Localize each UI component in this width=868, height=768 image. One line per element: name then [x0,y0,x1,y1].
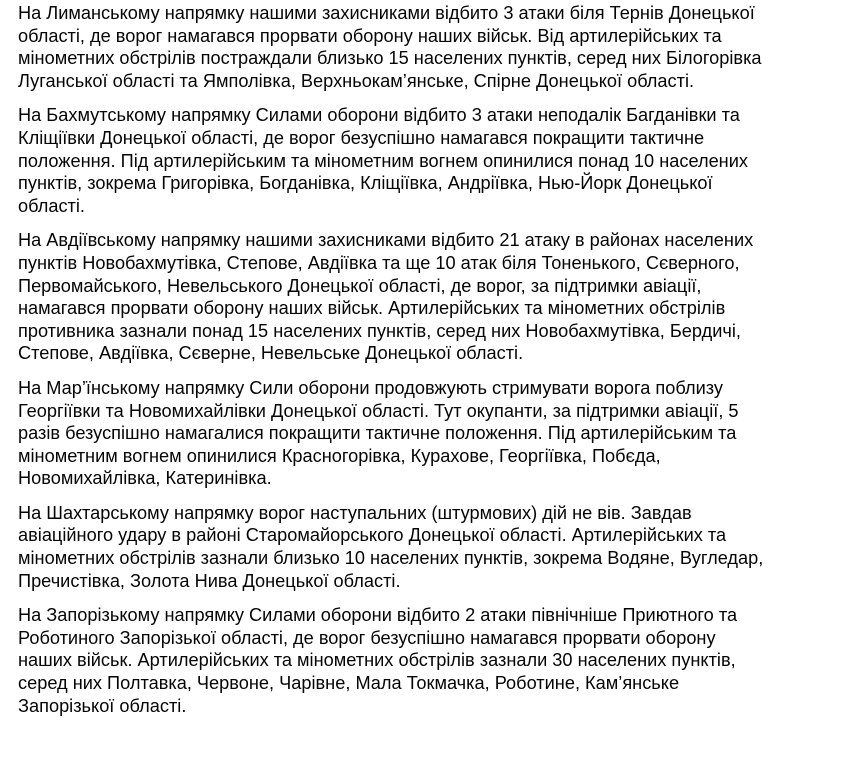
paragraph-avdiivka-direction: На Авдіївському напрямку нашими захисниками відбито 21 атаку в районах населених пунктів Новобахмутівка, Степове, Авдіївка та ще 10 атак біля Тоненького, Сєверного, Первомайського, Невельського Донецької області, де ворог, за підтримки авіації, намагався прорвати оборону наших військ. Артилерійських та мінометних обстрілів противника зазнали понад 15 населених пунктів, серед них Новобахмутівка, Бердичі, Степове, Авдіївка, Сєверне, Невельське Донецької області. [18,230,754,364]
paragraph-zaporizhzhia-direction: На Запорізькому напрямку Силами оборони відбито 2 атаки північніше Приютного та Роботиного Запорізької області, де ворог безуспішно намагався прорвати оборону наших військ. Артилерійських та мінометних обстрілів зазнали 30 населених пунктів, серед них Полтавка, Червоне, Чарівне, Мала Токмачка, Роботине, Кам’янське Запорізької області. [18,605,738,716]
paragraph-lyman-direction: На Лиманському напрямку нашими захисниками відбито 3 атаки біля Тернів Донецької області, де ворог намагався прорвати оборону наших військ. Від артилерійських та мінометних обстрілів постраждали близько 15 населених пунктів, серед них Білогорівка Луганської області та Ямполівка, Верхньокам’янське, Спірне Донецької області. [18,3,762,91]
paragraph-marinka-direction: На Мар’їнському напрямку Сили оборони продовжують стримувати ворога поблизу Георгіївки та Новомихайлівки Донецької області. Тут окупанти, за підтримки авіації, 5 разів безуспішно намагалися покращити тактичне положення. Під артилерійським та мінометним вогнем опинилися Красногорівка, Курахове, Георгіївка, Побєда, Новомихайлівка, Катеринівка. [18,377,739,489]
paragraph-shakhtarsk-direction: На Шахтарському напрямку ворог наступальних (штурмових) дій не вів. Завдав авіаційного удару в районі Старомайорського Донецької області. Артилерійських та мінометних обстрілів зазнали близько 10 населених пунктів, зокрема Водяне, Вугледар, Пречистівка, Золота Нива Донецької області. [18,502,764,591]
paragraph-bakhmut-direction: На Бахмутському напрямку Силами оборони відбито 3 атаки неподалік Багданівки та Кліщіївки Донецької області, де ворог безуспішно намагався покращити тактичне положення. Під артилерійським та мінометним вогнем опинилися понад 10 населених пунктів, зокрема Григорівка, Богданівка, Кліщіївка, Андріївка, Нью-Йорк Донецької області. [18,105,748,216]
